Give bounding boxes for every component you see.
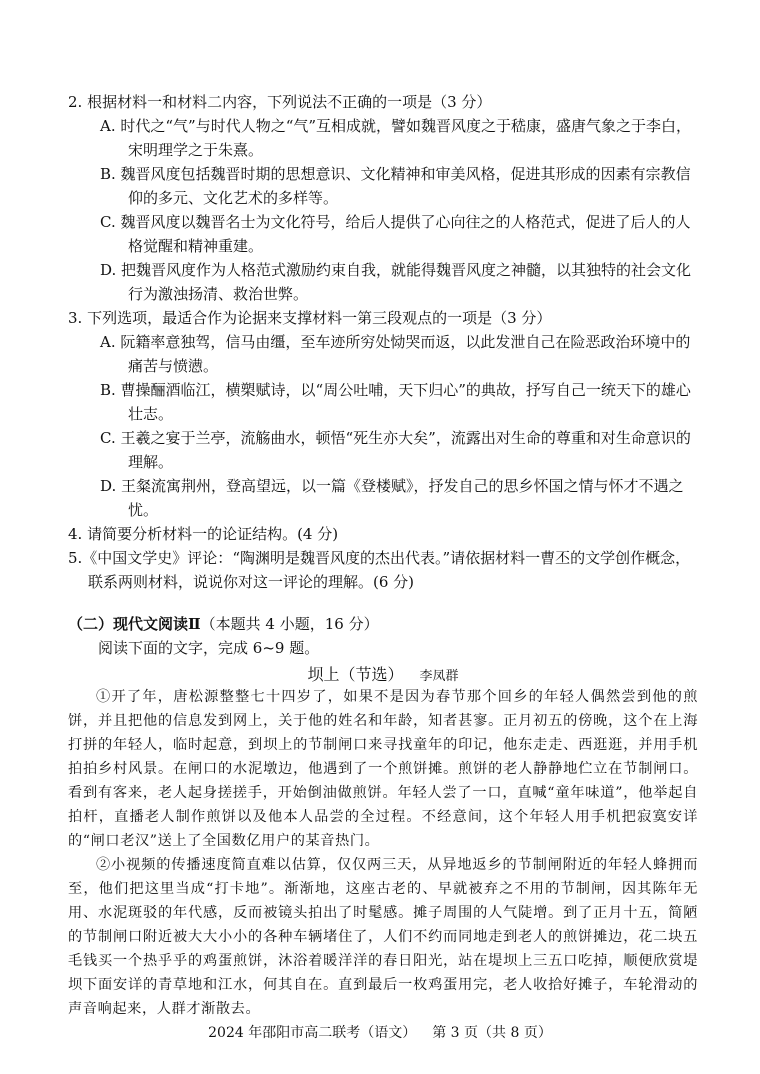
question-2 — [68, 90, 698, 306]
question-2-option-c: C. 魏晋风度以魏晋名士为文化符号，给后人提供了心向往之的人格范式，促进了后人的人格觉醒和精神重建。 — [100, 213, 691, 255]
section-note: （本题共 4 小题，16 分） — [200, 615, 379, 633]
page-footer — [0, 1022, 760, 1042]
question-4: 4. 请简要分析材料一的论证结构。(4 分) — [68, 525, 339, 543]
article-title-row — [68, 662, 698, 685]
question-2-option-b: B. 魏晋风度包括魏晋时期的思想意识、文化精神和审美风格，促进其形成的因素有宗教信仰的多元、文化艺术的多样等。 — [100, 165, 691, 207]
question-3 — [68, 306, 698, 522]
question-3-option-c: C. 王羲之宴于兰亭，流觞曲水，顿悟“死生亦大矣”，流露出对生命的尊重和对生命意识的理解。 — [100, 429, 691, 471]
question-2-stem: 2. 根据材料一和材料二内容，下列说法不正确的一项是（3 分） — [68, 93, 492, 111]
question-5: 5.《中国文学史》评论：“陶渊明是魏晋风度的杰出代表。”请依据材料一曹丕的文学创作概念，联系两则材料，说说你对这一评论的理解。(6 分) — [68, 549, 691, 591]
question-3-option-b: B. 曹操酾酒临江，横槊赋诗，以“周公吐哺，天下归心”的典故，抒写自己一统天下的雄心壮志。 — [100, 381, 691, 423]
section-title: （二）现代文阅读Ⅱ — [68, 615, 201, 633]
footer-exam-title: 2024 年邵阳市高二联考（语文） — [208, 1025, 417, 1041]
question-4-5 — [68, 522, 698, 594]
question-2-option-d: D. 把魏晋风度作为人格范式激励约束自我，就能得魏晋风度之神髓，以其独特的社会文化行为激浊扬清、救治世弊。 — [100, 261, 692, 303]
article-paragraph-1: ①开了年，唐松源整整七十四岁了，如果不是因为春节那个回乡的年轻人偶然尝到他的煎饼，并且把他的信息发到网上，关于他的姓名和年龄，知者甚寥。正月初五的傍晚，这个在上海打拼的年轻人，临时起意，到坝上的节制闸口来寻找童年的印记，他东走走、西逛逛，并用手机拍拍乡村风景。在闸口的水泥墩边，他遇到了一个煎饼摊。煎饼的老人静静地伫立在节制闸口。看到有客来，老人起身搓搓手，开始倒油做煎饼。年轻人尝了一口，直喊“童年味道”，他举起自拍杆，直播老人制作煎饼以及他本人品尝的全过程。不经意间，这个年轻人用手机把寂寞安详的“闸口老汉”送上了全国数亿用户的某音热门。 — [68, 689, 698, 849]
section-title-row — [68, 612, 698, 636]
article-title: 坝上（节选） — [307, 665, 404, 684]
question-3-option-a: A. 阮籍率意独驾，信马由缰，至车迹所穷处恸哭而返，以此发泄自己在险恶政治环境中的痛苦与愤懑。 — [100, 333, 691, 375]
question-2-option-a: A. 时代之“气”与时代人物之“气”互相成就，譬如魏晋风度之于嵇康，盛唐气象之于李白，宋明理学之于朱熹。 — [100, 117, 692, 159]
question-3-stem: 3. 下列选项，最适合作为论据来支撑材料一第三段观点的一项是（3 分） — [68, 309, 552, 327]
question-3-option-d: D. 王粲流寓荆州，登高望远，以一篇《登楼赋》，抒发自己的思乡怀国之情与怀才不遇之忧。 — [100, 477, 684, 519]
article-paragraph-2: ②小视频的传播速度简直难以估算，仅仅两三天，从异地返乡的节制闸附近的年轻人蜂拥而至，他们把这里当成“打卡地”。渐渐地，这座古老的、早就被弃之不用的节制闸，因其陈年无用、水泥斑驳的年代感，反而被镜头拍出了时髦感。摊子周围的人气陡增。到了正月十五，简陋的节制闸口附近被大大小小的各种车辆堵住了，人们不约而同地走到老人的煎饼摊边，花二块五毛钱买一个热乎乎的鸡蛋煎饼，沐浴着暖洋洋的春日阳光，站在堤坝上三五口吃掉，顺便欣赏堤坝下面安详的青草地和江水，何其自在。直到最后一枚鸡蛋用完，老人收拾好摊子，车轮滑动的声音响起来，人群才渐散去。 — [68, 857, 698, 1017]
section-heading — [68, 612, 698, 660]
footer-page-number: 第 3 页（共 8 页） — [432, 1025, 552, 1041]
article-author: 李凤群 — [419, 669, 459, 684]
section-instruction: 阅读下面的文字，完成 6~9 题。 — [98, 639, 320, 657]
